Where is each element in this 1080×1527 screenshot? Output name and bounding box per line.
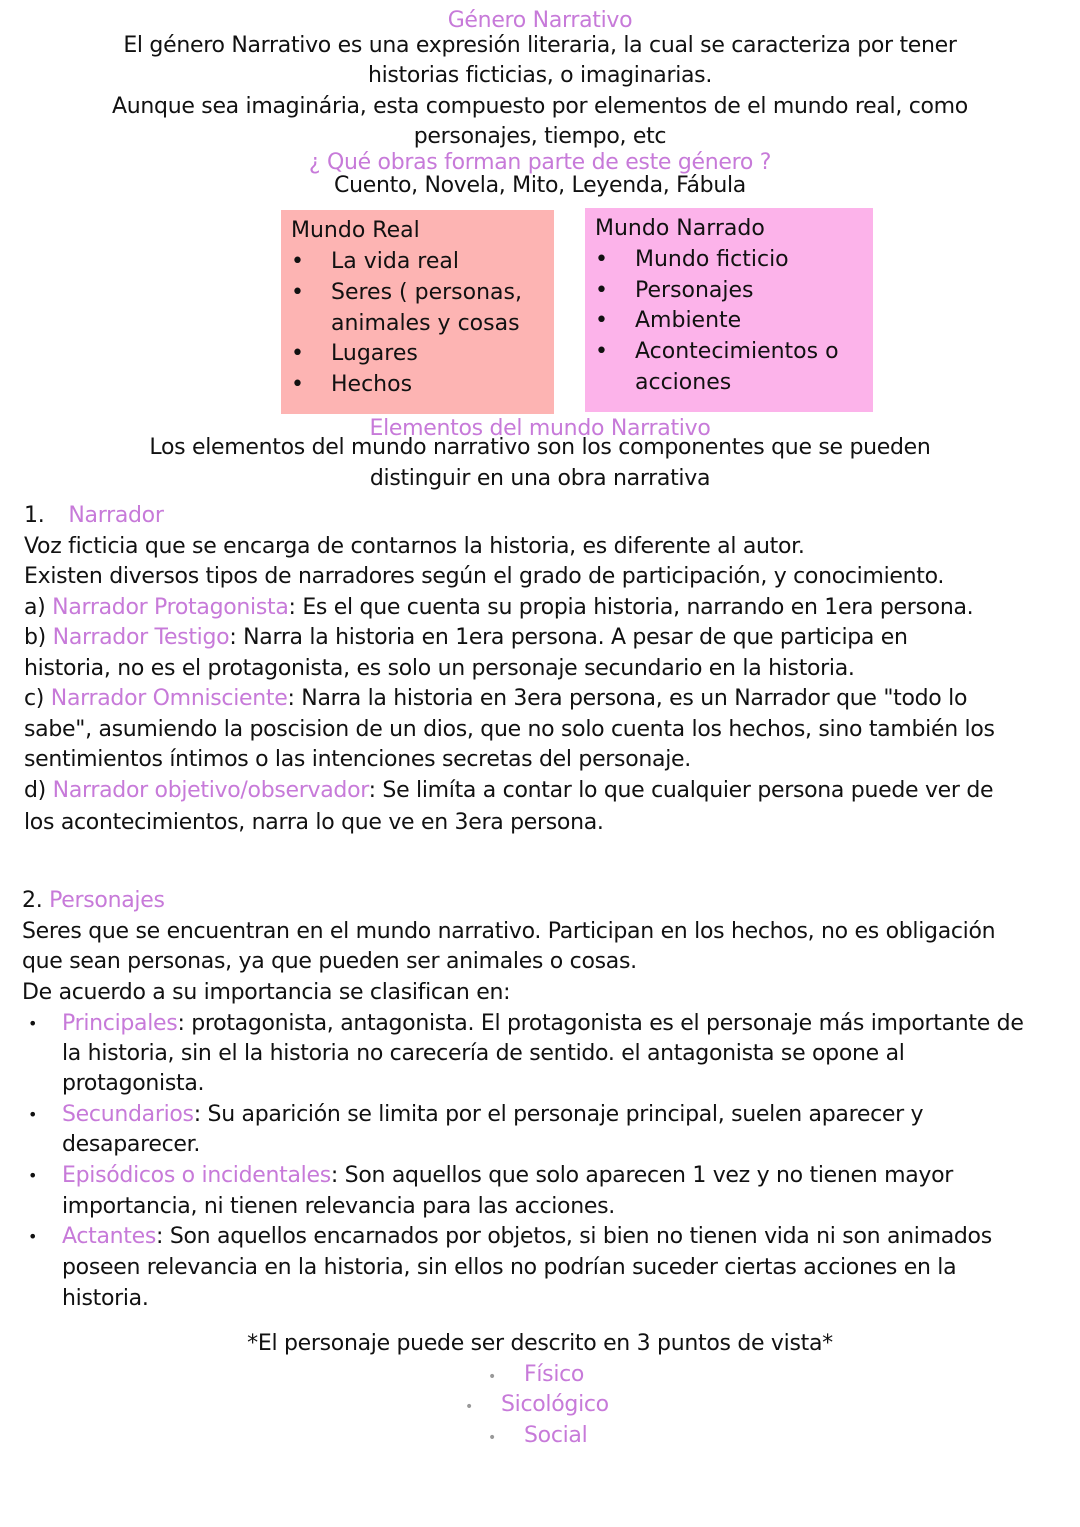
personaje-type-episodicos	[62, 1161, 953, 1191]
bullet-icon: •	[488, 1430, 496, 1446]
elementos-intro-1: Los elementos del mundo narrativo son los componentes que se pueden	[149, 435, 931, 460]
narrador-type-b-cont: historia, no es el protagonista, es solo un personaje secundario en la historia.	[24, 656, 855, 681]
mundo-narrado-item: Personajes	[635, 278, 754, 303]
type-desc: : Se limíta a contar lo que cualquier persona puede ver de	[368, 778, 994, 803]
mundo-real-title: Mundo Real	[291, 218, 420, 243]
bullet-icon: •	[28, 1227, 38, 1246]
type-desc: : protagonista, antagonista. El protagonista es el personaje más importante de	[177, 1011, 1024, 1036]
type-desc: : Narra la historia en 3era persona, es un Narrador que "todo lo	[287, 686, 968, 711]
narrador-line-2: Existen diversos tipos de narradores según el grado de participación, y conocimiento.	[24, 564, 945, 589]
personajes-title: Personajes	[49, 888, 165, 913]
section-number: 2.	[22, 888, 43, 913]
punto-de-vista-item	[488, 1421, 587, 1453]
bullet-icon: •	[488, 1369, 496, 1385]
personaje-type-actantes	[62, 1222, 992, 1252]
mundo-real-item: Seres ( personas,	[331, 280, 522, 305]
type-desc: : Narra la historia en 1era persona. A pesar de que participa en	[229, 625, 908, 650]
personajes-line-1: Seres que se encuentran en el mundo narrativo. Participan en los hechos, no es obligación	[22, 919, 996, 944]
personaje-type-principales	[62, 1009, 1024, 1039]
punto-de-vista-item	[465, 1390, 609, 1422]
narrador-line-1: Voz ficticia que se encarga de contarnos la historia, es diferente al autor.	[24, 534, 805, 559]
narrador-type-d-cont: los acontecimientos, narra lo que ve en 3era persona.	[24, 810, 604, 835]
mundo-narrado-item: Mundo ficticio	[635, 247, 789, 272]
type-prefix: b)	[24, 625, 53, 650]
bullet-icon: •	[291, 249, 304, 274]
narrador-type-d	[24, 776, 993, 806]
bullet-icon: •	[595, 308, 608, 333]
puntos-de-vista-heading: *El personaje puede ser descrito en 3 puntos de vista*	[247, 1331, 833, 1356]
personaje-type-cont: poseen relevancia en la historia, sin ellos no podrían suceder ciertas acciones en la	[62, 1255, 957, 1280]
punto-de-vista-item	[488, 1360, 584, 1392]
type-term: Narrador Testigo	[52, 625, 230, 650]
bullet-icon: •	[291, 341, 304, 366]
personaje-type-secundarios	[62, 1100, 923, 1130]
narrador-type-c	[24, 684, 967, 714]
personaje-type-cont: desaparecer.	[62, 1132, 201, 1157]
bullet-icon: •	[595, 247, 608, 272]
punto-label: Físico	[524, 1362, 585, 1387]
intro-line-2: historias ficticias, o imaginarias.	[367, 63, 713, 88]
narrador-heading	[24, 501, 164, 531]
intro-line-1: El género Narrativo es una expresión literaria, la cual se caracteriza por tener	[123, 33, 957, 58]
type-desc: : Es el que cuenta su propia historia, narrando en 1era persona.	[288, 595, 974, 620]
elementos-intro-2: distinguir en una obra narrativa	[369, 466, 711, 491]
personajes-heading	[22, 886, 165, 916]
personaje-type-cont: historia.	[62, 1286, 149, 1311]
narrador-type-b	[24, 623, 908, 653]
narrador-type-a	[24, 593, 973, 623]
type-term: Narrador Omnisciente	[50, 686, 288, 711]
type-desc: : Son aquellos que solo aparecen 1 vez y no tienen mayor	[330, 1163, 954, 1188]
mundo-narrado-item: Acontecimientos o	[635, 339, 839, 364]
narrador-title: Narrador	[68, 503, 164, 528]
elementos-title: Elementos del mundo Narrativo	[369, 416, 711, 441]
page-title: Género Narrativo	[447, 8, 633, 33]
type-term: Secundarios	[62, 1102, 194, 1127]
type-term: Principales	[62, 1011, 178, 1036]
punto-label: Sicológico	[501, 1392, 609, 1417]
personaje-type-cont: protagonista.	[62, 1071, 205, 1096]
narrador-type-c-cont: sabe", asumiendo la poscision de un dios, que no solo cuenta los hechos, sino también los	[24, 717, 995, 742]
personaje-type-cont: importancia, ni tienen relevancia para las acciones.	[62, 1194, 615, 1219]
type-desc: : Son aquellos encarnados por objetos, si bien no tienen vida ni son animados	[156, 1224, 992, 1249]
mundo-narrado-title: Mundo Narrado	[595, 216, 765, 241]
type-term: Episódicos o incidentales	[62, 1163, 331, 1188]
bullet-icon: •	[28, 1105, 38, 1124]
personajes-line-3: De acuerdo a su importancia se clasifican en:	[22, 980, 511, 1005]
mundo-real-item: Lugares	[331, 341, 418, 366]
type-term: Actantes	[62, 1224, 157, 1249]
type-prefix: d)	[24, 778, 53, 803]
works-question: ¿ Qué obras forman parte de este género ?	[308, 150, 772, 175]
works-list: Cuento, Novela, Mito, Leyenda, Fábula	[334, 173, 746, 198]
intro-line-4: personajes, tiempo, etc	[413, 124, 667, 149]
bullet-icon: •	[595, 278, 608, 303]
type-term: Narrador Protagonista	[52, 595, 289, 620]
bullet-icon: •	[595, 339, 608, 364]
type-term: Narrador objetivo/observador	[52, 778, 369, 803]
section-number: 1.	[24, 503, 45, 528]
bullet-icon: •	[28, 1166, 38, 1185]
type-prefix: a)	[24, 595, 53, 620]
mundo-narrado-box	[585, 208, 873, 412]
mundo-real-item: La vida real	[331, 249, 459, 274]
mundo-real-item: animales y cosas	[331, 311, 520, 336]
bullet-icon: •	[465, 1399, 473, 1415]
mundo-narrado-item: Ambiente	[635, 308, 742, 333]
type-desc: : Su aparición se limita por el personaje principal, suelen aparecer y	[193, 1102, 924, 1127]
punto-label: Social	[524, 1423, 588, 1448]
personaje-type-cont: la historia, sin el la historia no carecería de sentido. el antagonista se opone al	[62, 1041, 905, 1066]
bullet-icon: •	[28, 1014, 38, 1033]
narrador-type-c-cont: sentimientos íntimos o las intenciones secretas del personaje.	[24, 747, 691, 772]
type-prefix: c)	[24, 686, 51, 711]
intro-line-3: Aunque sea imaginária, esta compuesto por elementos de el mundo real, como	[112, 94, 968, 119]
mundo-real-item: Hechos	[331, 372, 413, 397]
bullet-icon: •	[291, 372, 304, 397]
mundo-narrado-item: acciones	[635, 370, 732, 395]
bullet-icon: •	[291, 280, 304, 305]
mundo-real-box	[281, 210, 554, 414]
personajes-line-2: que sean personas, ya que pueden ser animales o cosas.	[22, 949, 637, 974]
